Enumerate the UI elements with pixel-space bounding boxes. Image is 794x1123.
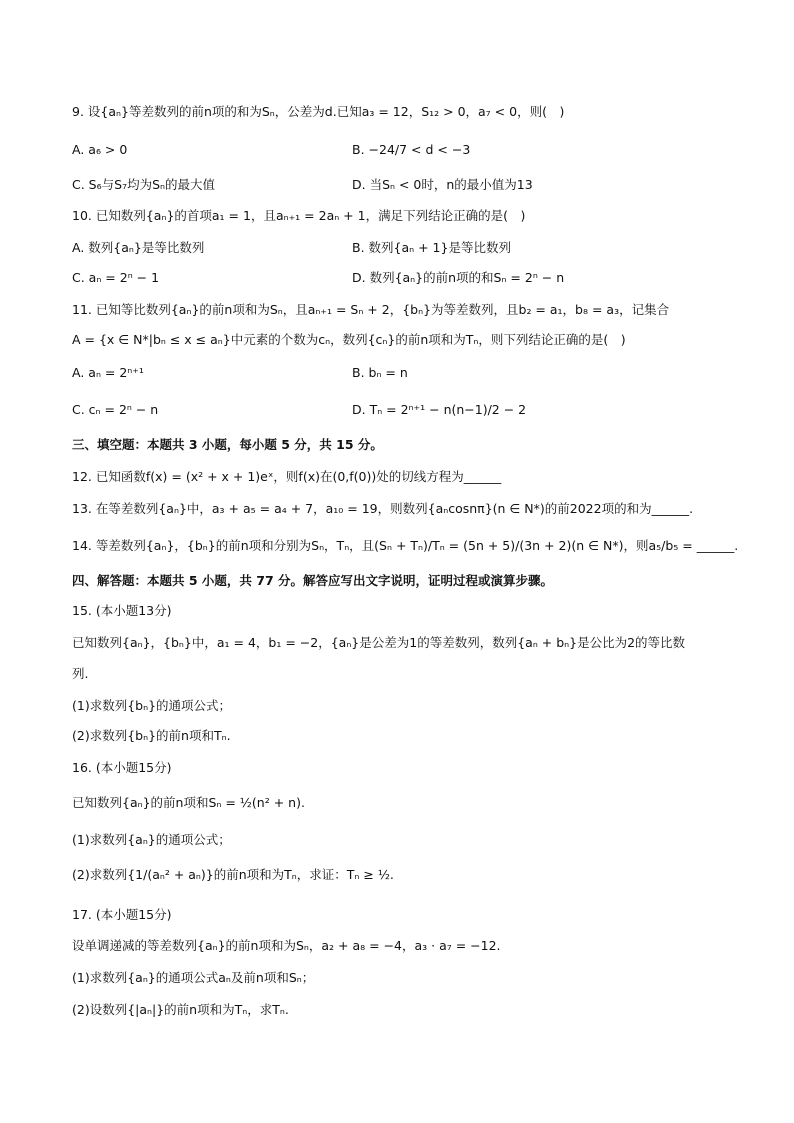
q15-stem-line2: 列.: [72, 666, 89, 681]
q17-stem: 设单调递减的等差数列{aₙ}的前n项和为Sₙ，a₂ + a₈ = −4，a₃ · a₇ = −12.: [72, 938, 501, 953]
q12-text: 12. 已知函数f(x) = (x² + x + 1)eˣ，则f(x)在(0,f(0))处的切线方程为______: [72, 469, 502, 484]
q15-header: 15. (本小题13分): [72, 603, 172, 618]
section-fill-in-title: 三、填空题：本题共 3 小题，每小题 5 分，共 15 分。: [72, 437, 383, 452]
q11-option-a: A. aₙ = 2ⁿ⁺¹: [72, 365, 144, 380]
q13-text: 13. 在等差数列{aₙ}中，a₃ + a₅ = a₄ + 7，a₁₀ = 19，则数列{aₙcosnπ}(n ∈ N*)的前2022项的和为______.: [72, 501, 694, 516]
q11-stem-line2: A = {x ∈ N*|bₙ ≤ x ≤ aₙ}中元素的个数为cₙ，数列{cₙ}的前n项和为Tₙ，则下列结论正确的是( ): [72, 332, 626, 347]
q11-option-d: D. Tₙ = 2ⁿ⁺¹ − n(n−1)/2 − 2: [352, 402, 527, 417]
q16-stem: 已知数列{aₙ}的前n项和Sₙ = ½(n² + n).: [72, 795, 305, 810]
q9-option-d: D. 当Sₙ < 0时，n的最小值为13: [352, 177, 533, 192]
q17-header: 17. (本小题15分): [72, 907, 172, 922]
q10-option-d: D. 数列{aₙ}的前n项的和Sₙ = 2ⁿ − n: [352, 270, 565, 285]
q9-option-b: B. −24/7 < d < −3: [352, 142, 471, 157]
q15-part2: (2)求数列{bₙ}的前n项和Tₙ.: [72, 728, 231, 743]
q10-option-b: B. 数列{aₙ + 1}是等比数列: [352, 240, 511, 255]
q9-stem: 9. 设{aₙ}等差数列的前n项的和为Sₙ，公差为d.已知a₃ = 12，S₁₂ > 0，a₇ < 0，则( ): [72, 104, 565, 119]
q9-option-c: C. S₆与S₇均为Sₙ的最大值: [72, 177, 215, 192]
q9-option-a: A. a₆ > 0: [72, 142, 128, 157]
q11-stem-line1: 11. 已知等比数列{aₙ}的前n项和为Sₙ，且aₙ₊₁ = Sₙ + 2，{bₙ}为等差数列，且b₂ = a₁，b₈ = a₃，记集合: [72, 302, 670, 317]
q17-part1: (1)求数列{aₙ}的通项公式aₙ及前n项和Sₙ；: [72, 970, 315, 985]
q10-option-a: A. 数列{aₙ}是等比数列: [72, 240, 205, 255]
q11-option-c: C. cₙ = 2ⁿ − n: [72, 402, 159, 417]
q15-part1: (1)求数列{bₙ}的通项公式；: [72, 698, 232, 713]
q14-text: 14. 等差数列{aₙ}，{bₙ}的前n项和分别为Sₙ，Tₙ，且(Sₙ + Tₙ)/Tₙ = (5n + 5)/(3n + 2)(n ∈ N*)，则a₅/b₅ = ______.: [72, 538, 739, 553]
q16-header: 16. (本小题15分): [72, 760, 172, 775]
section-solution-title: 四、解答题：本题共 5 小题，共 77 分。解答应写出文字说明，证明过程或演算步骤。: [72, 573, 554, 588]
q16-part2: (2)求数列{1/(aₙ² + aₙ)}的前n项和为Tₙ，求证：Tₙ ≥ ½.: [72, 867, 394, 882]
q10-option-c: C. aₙ = 2ⁿ − 1: [72, 270, 160, 285]
q17-part2: (2)设数列{|aₙ|}的前n项和为Tₙ，求Tₙ.: [72, 1002, 289, 1017]
q11-option-b: B. bₙ = n: [352, 365, 408, 380]
q16-part1: (1)求数列{aₙ}的通项公式；: [72, 832, 231, 847]
q10-stem: 10. 已知数列{aₙ}的首项a₁ = 1，且aₙ₊₁ = 2aₙ + 1，满足下列结论正确的是( ): [72, 208, 526, 223]
q15-stem-line1: 已知数列{aₙ}，{bₙ}中，a₁ = 4，b₁ = −2，{aₙ}是公差为1的等差数列，数列{aₙ + bₙ}是公比为2的等比数: [72, 635, 686, 650]
